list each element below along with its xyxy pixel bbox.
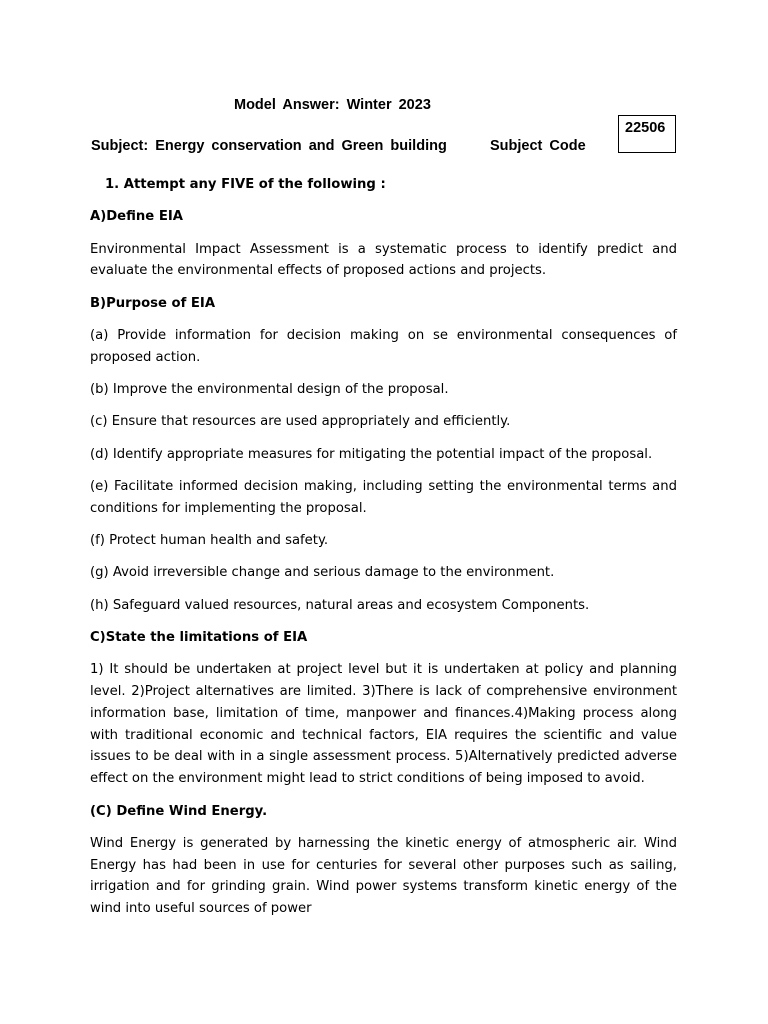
purpose-item: (g) Avoid irreversible change and serious damage to the environment.: [90, 565, 555, 581]
section-heading-purpose-eia: B)Purpose of EIA: [90, 295, 216, 311]
purpose-item: (d) Identify appropriate measures for mitigating the potential impact of the proposal.: [90, 446, 653, 462]
section-heading-wind-energy: (C) Define Wind Energy.: [90, 803, 268, 819]
limitations-eia-text: 1) It should be undertaken at project level but it is undertaken at policy and planning level. 2)Project alternatives are limited. 3)There is lack of comprehensive environment information base, limitation of time, manpower and finances.4)Making process along with traditional economic and technical factors, EIA requires the scientific and value issues to be deal with in a single assessment process. 5)Alternatively predicted adverse effect on the environment might lead to strict conditions of being imposed to avoid.: [90, 662, 677, 787]
purpose-item: (e) Facilitate informed decision making, including setting the environmental terms and conditions for implementing the proposal.: [90, 478, 677, 516]
section-heading-define-eia: A)Define EIA: [90, 209, 183, 225]
answer-content: [90, 174, 677, 931]
section-heading-limitations-eia: C)State the limitations of EIA: [90, 629, 308, 645]
wind-energy-text: Wind Energy is generated by harnessing the kinetic energy of atmospheric air. Wind Energy has had been in use for centuries for several other purposes such as sailing, irrigation and for grinding grain. Wind power systems transform kinetic energy of the wind into useful sources of power: [90, 835, 677, 917]
purpose-item: (f) Protect human health and safety.: [90, 533, 329, 549]
purpose-item: (b) Improve the environmental design of the proposal.: [90, 382, 449, 398]
subject-code-box: 22506: [618, 115, 676, 153]
purpose-item: (c) Ensure that resources are used appropriately and efficiently.: [90, 414, 511, 430]
subject-code-label: Subject Code: [490, 138, 586, 154]
purpose-item: (h) Safeguard valued resources, natural areas and ecosystem Components.: [90, 597, 590, 613]
question-instruction: 1. Attempt any FIVE of the following :: [105, 177, 386, 192]
define-eia-text: Environmental Impact Assessment is a systematic process to identify predict and evaluate the environmental effects of proposed actions and projects.: [90, 241, 677, 279]
document-title: Model Answer: Winter 2023: [234, 97, 431, 113]
purpose-item: (a) Provide information for decision making on se environmental consequences of proposed action.: [90, 327, 677, 365]
subject-line: Subject: Energy conservation and Green building: [91, 138, 447, 154]
